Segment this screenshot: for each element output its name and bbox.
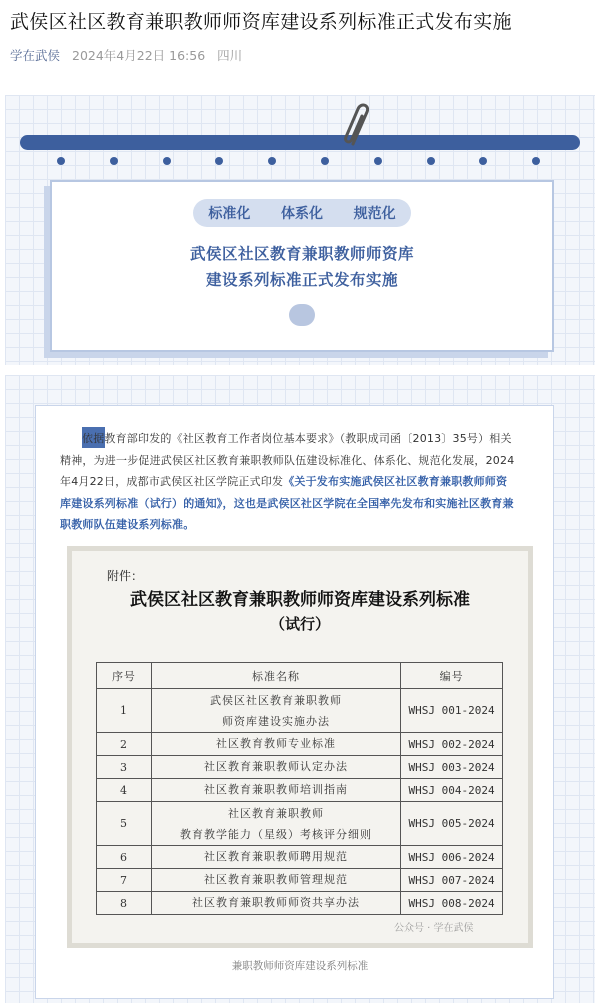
tag-standardization: 标准化 [208,206,251,222]
row-number: 7 [97,869,152,892]
standard-name-line: 社区教育兼职教师师资共享办法 [192,896,361,909]
banner-tags [193,199,411,227]
body-image [5,375,595,1003]
table-row [97,733,503,756]
table-row [97,802,503,846]
standard-name-line: 社区教育兼职教师 [228,806,325,820]
standard-code: WHSJ 007-2024 [401,869,503,892]
rail-dot [479,157,487,165]
standard-code: WHSJ 006-2024 [401,846,503,869]
standard-name [151,756,400,779]
standard-name [151,733,400,756]
rail-dot [374,157,382,165]
attachment-label: 附件： [107,569,144,583]
standard-name [151,779,400,802]
col-header-code: 编号 [401,663,503,689]
rail-dot [57,157,65,165]
paperclip-icon [339,100,379,148]
standard-name [151,689,400,733]
rail-dot [110,157,118,165]
standard-code: WHSJ 002-2024 [401,733,503,756]
intro-highlight: 《关于发布实施武侯区社区教育兼职教师师资库建设系列标准（试行）的通知》，这也是武侯区社区学院在全国率先发布和实施社区教育兼职教师队伍建设系列标准。 [60,475,514,531]
image-caption: 兼职教师师资库建设系列标准 [231,960,369,972]
col-header-no: 序号 [97,663,152,689]
row-number: 3 [97,756,152,779]
article-title: 武侯区社区教育兼职教师师资库建设系列标准正式发布实施 [10,11,512,33]
intro-paragraph [60,428,518,536]
document-subtitle: （试行） [269,615,330,633]
row-number: 6 [97,846,152,869]
table-row [97,846,503,869]
banner-pill-decoration [289,304,315,326]
standard-name-line: 师资库建设实施办法 [222,714,331,728]
watermark: 公众号 · 学在武侯 [394,923,474,934]
standards-table [96,662,503,915]
rail-dot [163,157,171,165]
standard-code: WHSJ 005-2024 [401,802,503,846]
standard-name-line: 社区教育教师专业标准 [216,737,337,750]
row-number: 8 [97,892,152,915]
banner-image [5,95,595,365]
table-header-row [97,663,503,689]
banner-heading-line1: 武侯区社区教育兼职教师师资库 [189,245,414,263]
banner-rail [20,135,580,150]
table-row [97,869,503,892]
intro-text: 依据教育部印发的《社区教育工作者岗位基本要求》（教职成司函〔2013〕35号）相关精神，为进一步促进武侯区社区教育兼职教师队伍建设标准化、体系化、规范化发展，2024年4月22日，成都市武侯区社区学院正式印发 [60,432,515,488]
standard-code: WHSJ 004-2024 [401,779,503,802]
account-link[interactable]: 学在武侯 [10,48,61,63]
standard-name-line: 社区教育兼职教师培训指南 [204,783,349,796]
row-number: 4 [97,779,152,802]
banner-card [50,180,554,352]
rail-dot [532,157,540,165]
standard-code: WHSJ 001-2024 [401,689,503,733]
standard-name [151,846,400,869]
banner-heading-line2: 建设系列标准正式发布实施 [205,271,398,289]
standard-name-line: 教育教学能力（星级）考核评分细则 [180,827,373,841]
publish-date: 2024年4月22日 16:56 [72,48,206,63]
standard-code: WHSJ 003-2024 [401,756,503,779]
table-row [97,756,503,779]
table-row [97,892,503,915]
standard-name-line: 社区教育兼职教师认定办法 [204,760,349,773]
rail-dot [427,157,435,165]
table-row [97,689,503,733]
standard-name [151,869,400,892]
standard-name-line: 武侯区社区教育兼职教师 [210,693,343,707]
publish-location: 四川 [217,48,243,63]
row-number: 2 [97,733,152,756]
tag-systematization: 体系化 [280,206,323,222]
row-number: 1 [97,689,152,733]
article-meta [10,46,242,64]
standard-code: WHSJ 008-2024 [401,892,503,915]
standard-name [151,802,400,846]
standard-name [151,892,400,915]
table-row [97,779,503,802]
col-header-name: 标准名称 [151,663,400,689]
rail-dot [268,157,276,165]
document-title: 武侯区社区教育兼职教师师资库建设系列标准 [130,590,470,610]
tag-normalization: 规范化 [353,206,396,222]
row-number: 5 [97,802,152,846]
rail-dot [321,157,329,165]
rail-dot [215,157,223,165]
document-scan [67,546,533,948]
standard-name-line: 社区教育兼职教师聘用规范 [204,850,349,863]
standard-name-line: 社区教育兼职教师管理规范 [204,873,349,886]
